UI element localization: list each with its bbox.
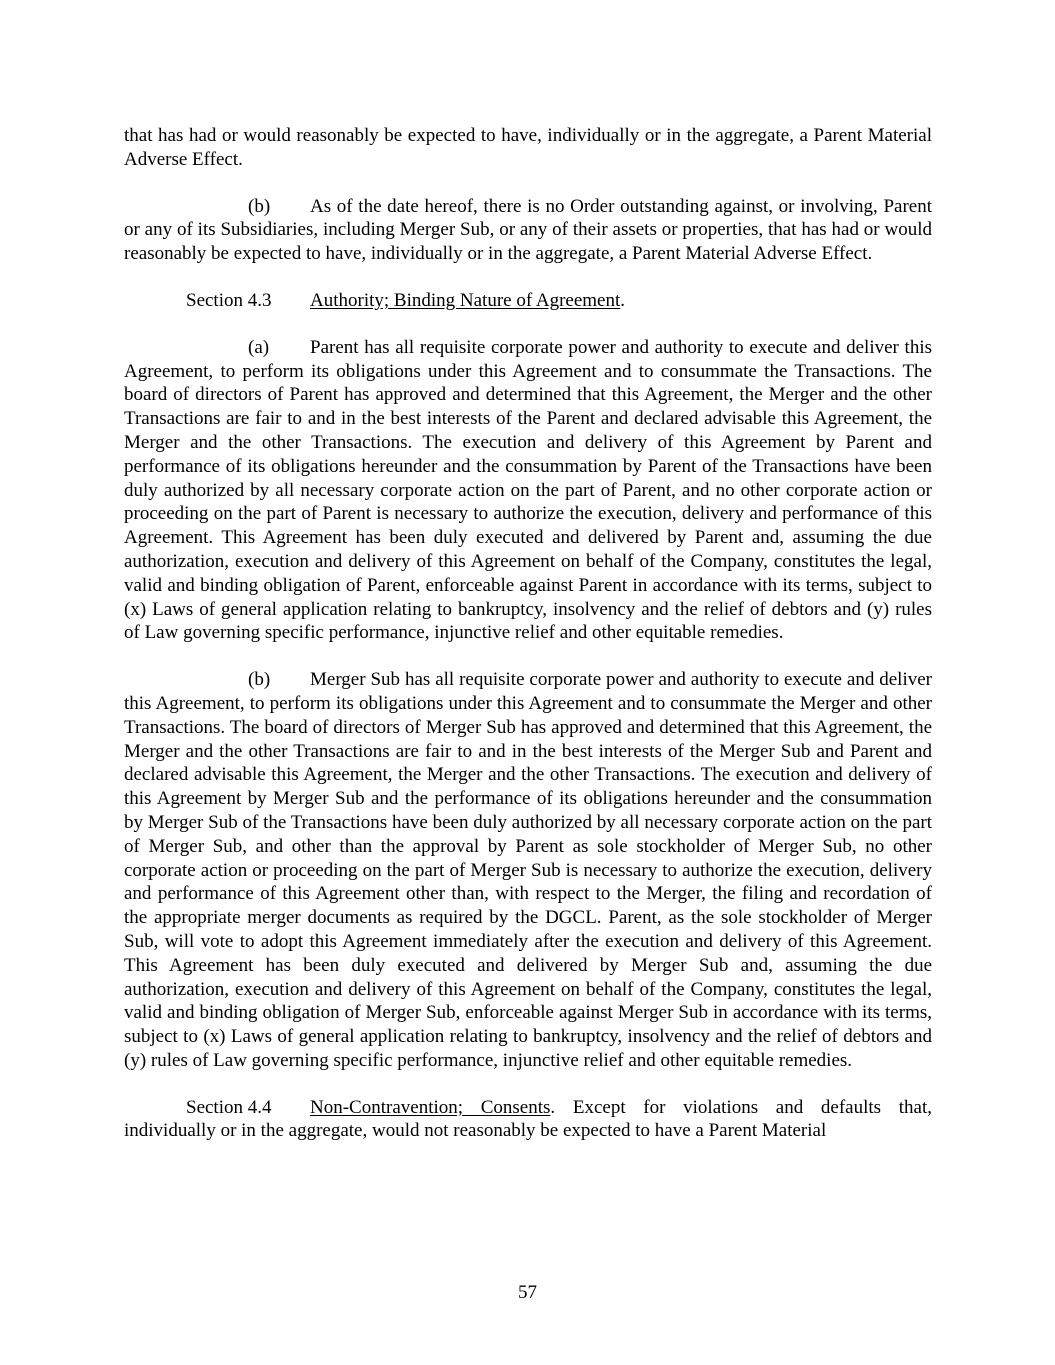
section-number: Section 4.3 [186, 289, 272, 311]
clause-text: Parent has all requisite corporate power and authority to execute and deliver this Agreement, to perform its obligations under this Agreement and to consummate the Transactions. The board of directors of Parent has approved and determined that this Agreement, the Merger and the other Transactions are fair to and in the best interests of the Parent and declared advisable this Agreement, the Merger and the other Transactions. The execution and delivery of this Agreement by Parent and performance of its obligations hereunder and the consummation by Parent of the Transactions have been duly authorized by all necessary corporate action on the part of Parent, and no other corporate action or proceeding on the part of Parent is necessary to authorize the execution, delivery and performance of this Agreement. This Agreement has been duly executed and delivered by Parent and, assuming the due authorization, execution and delivery of this Agreement on behalf of the Company, constitutes the legal, valid and binding obligation of Parent, enforceable against Parent in accordance with its terms, subject to (x) Laws of general application relating to bankruptcy, insolvency and the relief of debtors and (y) rules of Law governing specific performance, injunctive relief and other equitable remedies. [124, 336, 932, 644]
paragraph-text: that has had or would reasonably be expected to have, individually or in the aggregate, a Parent Material Adverse Effect. [124, 125, 932, 170]
clause-text: Merger Sub has all requisite corporate power and authority to execute and deliver this Agreement, to perform its obligations under this Agreement and to consummate the Merger and other Transactions. The board of directors of Merger Sub has approved and determined that this Agreement, the Merger and the other Transactions are fair to and in the best interests of the Merger Sub and Parent and declared advisable this Agreement, the Merger and the other Transactions. The execution and delivery of this Agreement by Merger Sub and the performance of its obligations hereunder and the consummation by Merger Sub of the Transactions have been duly authorized by all necessary corporate action on the part of Merger Sub, and other than the approval by Parent as sole stockholder of Merger Sub, no other corporate action or proceeding on the part of Merger Sub is necessary to authorize the execution, delivery and performance of this Agreement other than, with respect to the Merger, the filing and recordation of the appropriate merger documents as required by the DGCL. Parent, as the sole stockholder of Merger Sub, will vote to adopt this Agreement immediately after the execution and delivery of this Agreement. This Agreement has been duly executed and delivered by Merger Sub and, assuming the due authorization, execution and delivery of this Agreement on behalf of the Company, constitutes the legal, valid and binding obligation of Merger Sub, enforceable against Merger Sub in accordance with its terms, subject to (x) Laws of general application relating to bankruptcy, insolvency and the relief of debtors and (y) rules of Law governing specific performance, injunctive relief and other equitable remedies. [124, 669, 932, 1071]
paragraph-continuation [124, 124, 932, 172]
section-4-3-heading [124, 289, 932, 313]
clause-label: (a) [248, 336, 270, 358]
section-title: Authority; Binding Nature of Agreement [310, 289, 621, 311]
section-title-punctuation: . [620, 289, 626, 311]
clause-text: As of the date hereof, there is no Order outstanding against, or involving, Parent or any of its Subsidiaries, including Merger Sub, or any of their assets or properties, that has had or would reasonably be expected to have, individually or in the aggregate, a Parent Material Adverse Effect. [124, 195, 932, 265]
clause-4-3-b [124, 668, 932, 1073]
section-title: Non-Contravention; Consents [310, 1096, 551, 1118]
clause-4-2-b [124, 195, 932, 266]
section-text: . Except for violations and defaults that, individually or in the aggregate, would not reasonably be expected to have a Parent Material [124, 1096, 933, 1142]
clause-label: (b) [248, 669, 271, 691]
section-4-4 [124, 1096, 932, 1144]
clause-4-3-a [124, 336, 932, 645]
document-page [124, 124, 932, 1166]
page-number: 57 [518, 1282, 537, 1303]
clause-label: (b) [248, 195, 271, 217]
section-number: Section 4.4 [186, 1096, 272, 1118]
